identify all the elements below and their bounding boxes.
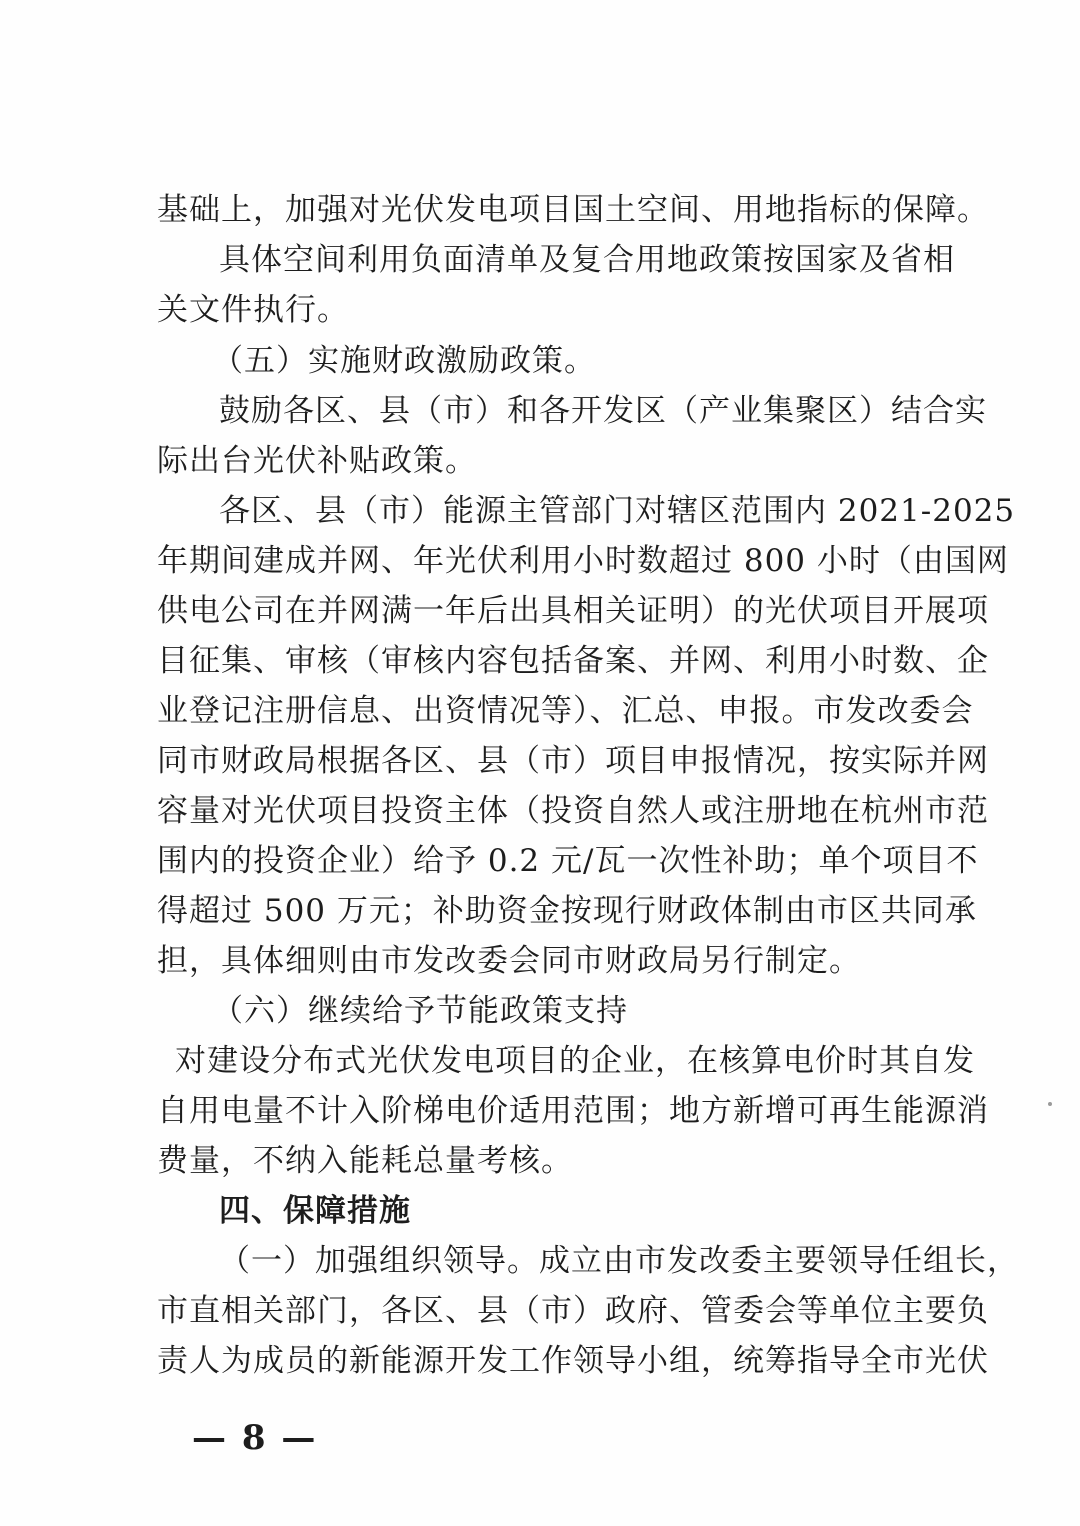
section-heading-5: （五）实施财政激励政策。 bbox=[212, 343, 596, 379]
paragraph-line-10: 目征集、审核（审核内容包括备案、并网、利用小时数、企 bbox=[157, 643, 989, 679]
paragraph-line-11: 业登记注册信息、出资情况等）、汇总、申报。市发改委会 bbox=[157, 693, 974, 729]
paragraph-line-22: （一）加强组织领导。成立由市发改委主要领导任组长， bbox=[219, 1243, 1019, 1279]
paragraph-line-15: 得超过 500 万元；补助资金按现行财政体制由市区共同承 bbox=[157, 893, 977, 929]
paragraph-line-7: 各区、县（市）能源主管部门对辖区范围内 2021-2025 bbox=[219, 493, 1016, 529]
paragraph-line-9: 供电公司在并网满一年后出具相关证明）的光伏项目开展项 bbox=[157, 593, 989, 629]
page-number: — 8 — bbox=[192, 1418, 318, 1458]
paragraph-line-1: 基础上，加强对光伏发电项目国土空间、用地指标的保障。 bbox=[157, 192, 989, 228]
section-heading-4: 四、保障措施 bbox=[219, 1193, 411, 1229]
paragraph-line-24: 责人为成员的新能源开发工作领导小组，统筹指导全市光伏 bbox=[157, 1343, 989, 1379]
paragraph-line-6: 际出台光伏补贴政策。 bbox=[157, 443, 477, 479]
paragraph-line-8: 年期间建成并网、年光伏利用小时数超过 800 小时（由国网 bbox=[157, 543, 1009, 579]
scan-speck bbox=[1048, 1102, 1052, 1106]
paragraph-line-3: 关文件执行。 bbox=[157, 292, 349, 328]
paragraph-line-12: 同市财政局根据各区、县（市）项目申报情况，按实际并网 bbox=[157, 743, 989, 779]
paragraph-line-23: 市直相关部门，各区、县（市）政府、管委会等单位主要负 bbox=[157, 1293, 989, 1329]
paragraph-line-20: 费量，不纳入能耗总量考核。 bbox=[157, 1143, 573, 1179]
paragraph-line-14: 围内的投资企业）给予 0.2 元/瓦一次性补助；单个项目不 bbox=[157, 843, 979, 879]
paragraph-line-13: 容量对光伏项目投资主体（投资自然人或注册地在杭州市范 bbox=[157, 793, 989, 829]
paragraph-line-2: 具体空间利用负面清单及复合用地政策按国家及省相 bbox=[219, 242, 955, 278]
section-heading-6: （六）继续给予节能政策支持 bbox=[212, 993, 628, 1029]
paragraph-line-16: 担，具体细则由市发改委会同市财政局另行制定。 bbox=[157, 943, 861, 979]
paragraph-line-18: 对建设分布式光伏发电项目的企业，在核算电价时其自发 bbox=[175, 1043, 975, 1079]
paragraph-line-19: 自用电量不计入阶梯电价适用范围；地方新增可再生能源消 bbox=[157, 1093, 989, 1129]
paragraph-line-5: 鼓励各区、县（市）和各开发区（产业集聚区）结合实 bbox=[219, 393, 987, 429]
